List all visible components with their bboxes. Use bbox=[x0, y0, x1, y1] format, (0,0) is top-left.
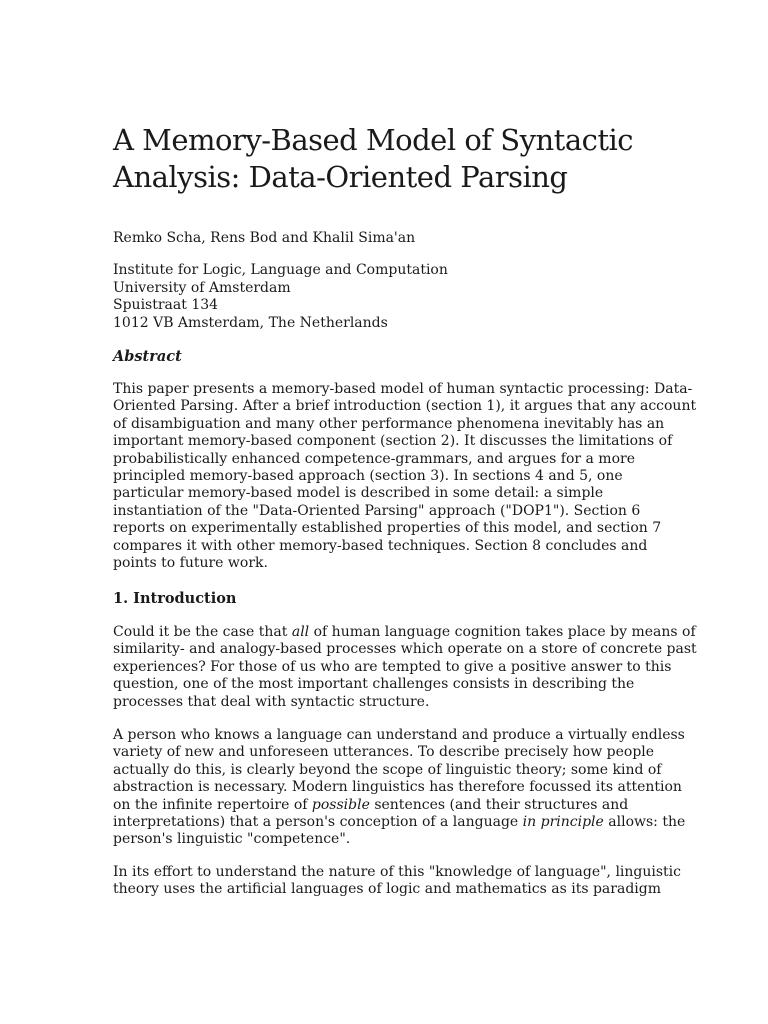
abstract-line: points to future work. bbox=[113, 555, 268, 572]
intro-line: theory uses the artificial languages of logic and mathematics as its paradigm bbox=[113, 881, 661, 898]
text-run: allows: the bbox=[603, 814, 686, 831]
intro-line bbox=[113, 814, 686, 831]
intro-line: actually do this, is clearly beyond the scope of linguistic theory; some kind of bbox=[113, 761, 662, 778]
intro-paragraph-3 bbox=[113, 864, 681, 899]
affiliation-block bbox=[113, 262, 448, 332]
emphasis-text: in principle bbox=[522, 814, 604, 831]
intro-line: similarity- and analogy-based processes which operate on a store of concrete past bbox=[113, 641, 697, 658]
intro-line: variety of new and unforeseen utterances. To describe precisely how people bbox=[113, 744, 655, 761]
abstract-paragraph bbox=[113, 381, 697, 572]
intro-line: person's linguistic "competence". bbox=[113, 831, 351, 848]
text-run: sentences (and their structures and bbox=[369, 796, 629, 813]
abstract-line: Oriented Parsing. After a brief introduction (section 1), it argues that any account bbox=[113, 398, 697, 415]
emphasis-text: all bbox=[291, 624, 310, 640]
abstract-line: probabilistically enhanced competence-grammars, and argues for a more bbox=[113, 450, 635, 467]
abstract-line: instantiation of the "Data-Oriented Parsing" approach ("DOP1"). Section 6 bbox=[113, 502, 641, 519]
paper-title-line-2: Analysis: Data-Oriented Parsing bbox=[113, 160, 568, 194]
abstract-line: reports on experimentally established properties of this model, and section 7 bbox=[113, 520, 662, 537]
intro-line: abstraction is necessary. Modern linguistics has therefore focussed its attention bbox=[113, 779, 682, 796]
introduction-heading: 1. Introduction bbox=[113, 590, 237, 607]
intro-line: experiences? For those of us who are tempted to give a positive answer to this bbox=[113, 658, 672, 675]
intro-line bbox=[113, 624, 696, 641]
abstract-line: particular memory-based model is described in some detail: a simple bbox=[113, 485, 604, 502]
abstract-line: This paper presents a memory-based model of human syntactic processing: Data- bbox=[113, 381, 693, 397]
text-run: of human language cognition takes place by means of bbox=[309, 624, 696, 640]
abstract-line: principled memory-based approach (section 3). In sections 4 and 5, one bbox=[113, 468, 623, 485]
affiliation-street: Spuistraat 134 bbox=[113, 297, 219, 313]
text-run: Could it be the case that bbox=[113, 624, 292, 640]
paper-title bbox=[113, 122, 673, 196]
intro-paragraph-1 bbox=[113, 624, 697, 711]
author-list: Remko Scha, Rens Bod and Khalil Sima'an bbox=[113, 230, 416, 246]
text-run: on the infinite repertoire of bbox=[113, 796, 312, 813]
intro-line: processes that deal with syntactic structure. bbox=[113, 693, 430, 710]
text-run: interpretations) that a person's conception of a language bbox=[113, 814, 523, 831]
paper-title-line-1: A Memory-Based Model of Syntactic bbox=[113, 123, 634, 157]
intro-line: question, one of the most important challenges consists in describing the bbox=[113, 676, 635, 693]
affiliation-university: University of Amsterdam bbox=[113, 279, 291, 296]
abstract-line: of disambiguation and many other performance phenomena inevitably has an bbox=[113, 415, 665, 432]
intro-line: A person who knows a language can understand and produce a virtually endless bbox=[113, 727, 685, 743]
abstract-line: compares it with other memory-based techniques. Section 8 concludes and bbox=[113, 537, 648, 554]
intro-line: In its effort to understand the nature of this "knowledge of language", linguistic bbox=[113, 864, 681, 880]
abstract-heading: Abstract bbox=[113, 348, 182, 365]
emphasis-text: possible bbox=[311, 796, 370, 813]
intro-paragraph-2 bbox=[113, 727, 686, 849]
intro-line bbox=[113, 797, 658, 814]
affiliation-city: 1012 VB Amsterdam, The Netherlands bbox=[113, 314, 388, 331]
abstract-line: important memory-based component (section 2). It discusses the limitations of bbox=[113, 433, 673, 450]
affiliation-institute: Institute for Logic, Language and Computation bbox=[113, 262, 448, 278]
